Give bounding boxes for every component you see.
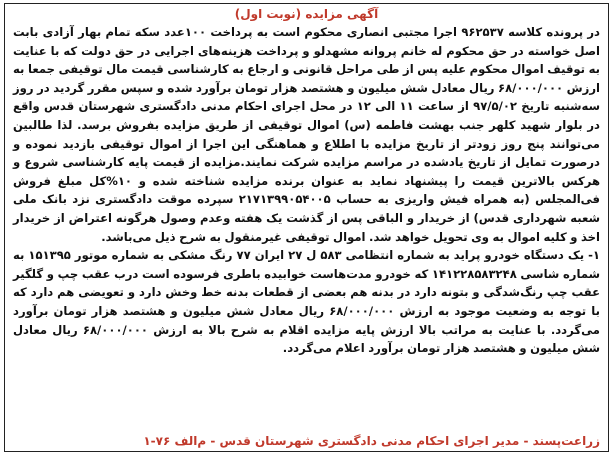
notice-body xyxy=(13,23,600,358)
notice-paragraph-item-1: ۱- یک دستگاه خودرو پراید به شماره انتظامی ۵۸۳ ل ۲۷ ایران ۷۷ رنگ مشکی به شماره موتور ۱۵۱۳۹۵ به شماره شاسی ۱۴۱۲۲۸۵۸۳۲۴۸ که خودرو مدت‌هاست خوابیده باطری فرسوده است درب عقب چپ و گلگیر عقب چپ رنگ‌شدگی و بتونه دارد در بدنه هم بعضی از قطعات بدنه خط وخش دارد و تعویضی هم دارد که با توجه به وضعیت موجود به ارزش ۶۸/۰۰۰/۰۰۰ ریال معادل شش میلیون و هشتصد هزار تومان برآورد می‌گردد. با عنایت به مراتب بالا ارزش پایه مزایده اقلام به شرح بالا به ارزش ۶۸/۰۰۰/۰۰۰ ریال معادل شش میلیون و هشتصد هزار تومان برآورد اعلام می‌گردد. xyxy=(13,248,600,356)
notice-title: آگهی مزایده (نوبت اول) xyxy=(234,7,379,21)
notice-paragraph-main: در پرونده کلاسه ۹۶۲۵۳۷ اجرا مجتبی انصاری محکوم است به پرداخت ۱۰۰عدد سکه تمام بهار آزادی بابت اصل خواسته در حق محکوم له خانم پروانه مشهدلو و پرداخت هزینه‌های اجرایی در حق دولت که با عنایت به توقیف اموال محکوم علیه پس از طی مراحل قانونی و ارجاع به کارشناسی قیمت مال توقیفی جمعا به ارزش ۶۸/۰۰۰/۰۰۰ ریال معادل شش میلیون و هشتصد هزار تومان برآورد شده و سپس مقرر گردید در روز سه‌شنبه تاریخ ۹۷/۵/۰۲ از ساعت ۱۱ الی ۱۲ در محل اجرای احکام مدنی دادگستری شهرستان قدس واقع در بلوار شهید کلهر جنب بهشت فاطمه (س) اموال توقیفی از طریق مزایده بفروش برسد. لذا طالبین می‌توانند پنج روز زودتر از تاریخ مزایده با اطلاع و هماهنگی این اجرا از اموال توقیفی بازدید نموده و درصورت تمایل از تاریخ یادشده در مراسم مزایده شرکت نمایند.مزایده از قیمت پایه کارشناسی شروع و هرکس بالاترین قیمت را پیشنهاد نماید به عنوان برنده مزایده شناخته شده و ۱۰%کل مبلغ فروش فی‌المجلس (به همراه فیش واریزی به حساب ۲۱۷۱۳۹۹۰۵۴۰۰۵ سپرده موقت دادگستری نزد بانک ملی شعبه شهرداری قدس) از خریدار و الباقی پس از گذشت یک هفته وعدم وصول هرگونه اعتراض از خریدار اخذ و کلیه اموال به وی تحویل خواهد شد. اموال توقیفی غیرمنقول به شرح ذیل می‌باشد. xyxy=(13,25,600,244)
notice-page xyxy=(4,3,609,452)
notice-footer: زراعت‌پسند - مدیر اجرای احکام مدنی دادگستری شهرستان قدس - م‌الف ۷۶-۱ xyxy=(143,434,600,448)
